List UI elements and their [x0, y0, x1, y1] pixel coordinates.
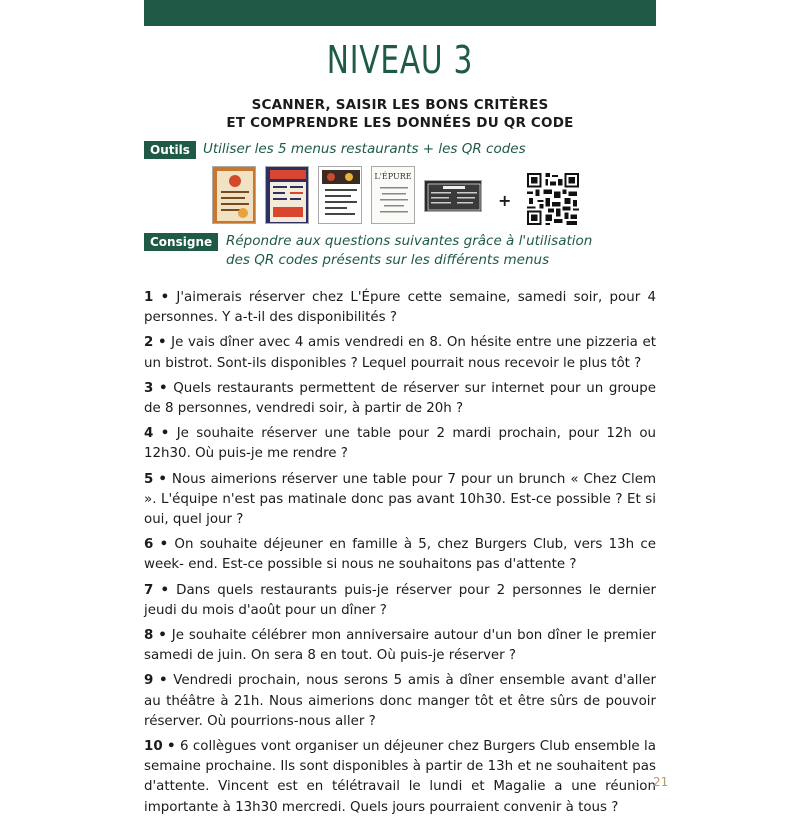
consigne-line-2: des QR codes présents sur les différents menus [226, 252, 550, 268]
consigne-text [226, 232, 592, 270]
question-item: 3 • Quels restaurants permettent de réserver sur internet pour un groupe de 8 personnes, vendredi soir, à partir de 20h ? [144, 380, 656, 417]
question-text: Je souhaite réserver une table pour 2 mardi prochain, pour 12h ou 12h30. Où puis-je me rendre ? [144, 426, 656, 462]
subtitle-line-1: SCANNER, SAISIR LES BONS CRITÈRES [251, 97, 549, 113]
question-text: Je souhaite célébrer mon anniversaire autour d'un bon dîner le premier samedi de juin. On sera 8 en tout. Où puis-je réserver ? [144, 628, 656, 664]
question-number: 1 [144, 290, 154, 305]
plus-sign: + [498, 191, 512, 210]
menu-thumbnail-4 [371, 166, 415, 224]
question-number: 3 [144, 380, 154, 396]
question-text: On souhaite déjeuner en famille à 5, chez Burgers Club, vers 13h ce week- end. Est-ce possible si nous ne souhaitons pas d'attente ? [144, 537, 656, 573]
menu-2-illustration [266, 167, 309, 224]
question-text: J'aimerais réserver chez L'Épure cette semaine, samedi soir, pour 4 personnes. Y a-t-il des disponibilités ? [144, 290, 656, 326]
menu-3-illustration [319, 167, 362, 224]
consigne-line-1: Répondre aux questions suivantes grâce à l'utilisation [226, 233, 593, 249]
consigne-tag: Consigne [144, 233, 218, 251]
menu-5-illustration [425, 181, 482, 212]
page-number: 21 [653, 775, 669, 789]
question-number: 2 [144, 335, 154, 351]
question-text: Nous aimerions réserver une table pour 7 pour un brunch « Chez Clem ». L'équipe n'est pas matinale donc pas avant 10h30. Est-ce possible ? Et si oui, quel jour ? [144, 471, 656, 528]
question-item: 6 • On souhaite déjeuner en famille à 5, chez Burgers Club, vers 13h ce week- end. Est-ce possible si nous ne souhaitons pas d'attente ? [144, 537, 656, 573]
question-number: 5 [144, 471, 154, 487]
question-text: Je vais dîner avec 4 amis vendredi en 8. On hésite entre une pizzeria et un bistrot. Sont-ils disponibles ? Lequel pourrait nous recevoir le plus tôt ? [144, 335, 656, 371]
question-item: 10 • 6 collègues vont organiser un déjeuner chez Burgers Club ensemble la semaine prochaine. Ils sont disponibles à partir de 13h et ne souhaitent pas d'attente. Vincent est en télétravail le lundi et Magalie a une réunion importante à 13h30 mercredi. Quels jours pourraient convenir à tous ? [144, 739, 656, 815]
page-subtitle [0, 96, 800, 132]
menu-thumbnail-2 [265, 166, 309, 224]
outils-tag: Outils [144, 141, 196, 159]
question-number: 7 [144, 582, 154, 598]
question-item: 7 • Dans quels restaurants puis-je réserver pour 2 personnes le dernier jeudi du mois d'août pour un dîner ? [144, 582, 656, 618]
question-text: Vendredi prochain, nous serons 5 amis à dîner ensemble avant d'aller au théâtre à 21h. Nous aimerions donc manger tôt et être sûrs de pouvoir réserver. Où pourrions-nous aller ? [144, 673, 656, 729]
menu-4-lines [372, 181, 415, 221]
question-item: 2 • Je vais dîner avec 4 amis vendredi en 8. On hésite entre une pizzeria et un bistrot. Sont-ils disponibles ? Lequel pourrait nous recevoir le plus tôt ? [144, 335, 656, 371]
question-number: 9 [144, 673, 154, 689]
qr-code-icon [527, 173, 579, 225]
menu-thumbnail-3 [318, 166, 362, 224]
question-item: 5 • Nous aimerions réserver une table pour 7 pour un brunch « Chez Clem ». L'équipe n'est pas matinale donc pas avant 10h30. Est-ce possible ? Et si oui, quel jour ? [144, 471, 656, 528]
question-item: 9 • Vendredi prochain, nous serons 5 amis à dîner ensemble avant d'aller au théâtre à 21h. Nous aimerions donc manger tôt et être sûrs de pouvoir réserver. Où pourrions-nous aller ? [144, 673, 656, 729]
question-text: Dans quels restaurants puis-je réserver pour 2 personnes le dernier jeudi du mois d'août pour un dîner ? [144, 582, 656, 618]
menu-thumbnail-1 [212, 166, 256, 224]
questions-list [144, 288, 656, 823]
outils-text: Utiliser les 5 menus restaurants + les QR codes [203, 141, 526, 157]
subtitle-line-2: ET COMPRENDRE LES DONNÉES DU QR CODE [226, 115, 574, 131]
page-title: NIVEAU 3 [326, 38, 474, 82]
question-number: 10 [144, 739, 163, 755]
question-text: 6 collègues vont organiser un déjeuner chez Burgers Club ensemble la semaine prochaine. Ils sont disponibles à partir de 13h et ne souhaitent pas d'attente. Vincent est en télétravail le lundi et Magalie a une réunion importante à 13h30 mercredi. Quels jours pourraient convenir à tous ? [144, 739, 656, 815]
question-number: 4 [144, 426, 154, 442]
question-item: 8 • Je souhaite célébrer mon anniversaire autour d'un bon dîner le premier samedi de juin. On sera 8 en tout. Où puis-je réserver ? [144, 628, 656, 664]
question-item: 1 • J'aimerais réserver chez L'Épure cette semaine, samedi soir, pour 4 personnes. Y a-t-il des disponibilités ? [144, 290, 656, 326]
menu-thumbnail-5 [424, 180, 482, 212]
top-color-band [144, 0, 656, 26]
menu-4-title: L'ÉPURE [374, 172, 412, 181]
question-text: Quels restaurants permettent de réserver sur internet pour un groupe de 8 personnes, vendredi soir, à partir de 20h ? [144, 380, 656, 417]
menu-1-illustration [213, 167, 256, 224]
question-item: 4 • Je souhaite réserver une table pour 2 mardi prochain, pour 12h ou 12h30. Où puis-je me rendre ? [144, 426, 656, 462]
question-number: 6 [144, 537, 154, 553]
question-number: 8 [144, 628, 154, 644]
